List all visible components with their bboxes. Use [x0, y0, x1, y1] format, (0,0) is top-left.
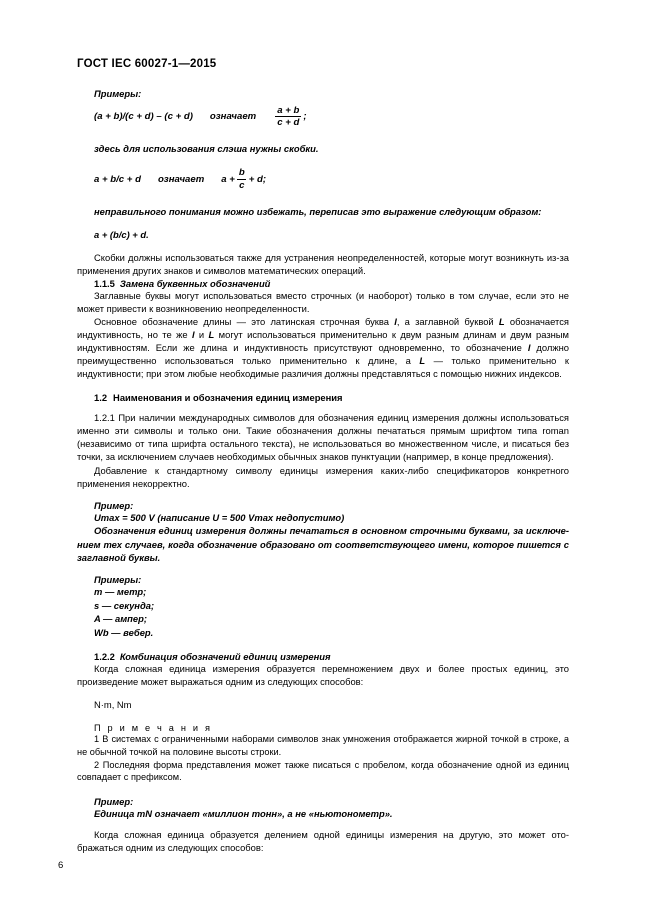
length-text-2: , а заглавной буквой [396, 315, 499, 327]
heading-1-1-5-number: 1.1.5 [94, 277, 115, 289]
fraction-numerator: a + b [277, 105, 300, 116]
example-mn-text: Единица mN означает «миллион тонн», а не «ньютонометр». [94, 807, 393, 819]
paragraph-brackets: Скобки должны использоваться также для устранения неопределенностей, которые могут возникнуть из-за применения других знаков и символов математических операций. [77, 252, 569, 277]
product-forms: N·m, Nm [94, 699, 132, 711]
heading-1-2-2 [77, 651, 569, 662]
formula-2-prefix: a + [221, 173, 235, 185]
fraction-numerator: b [238, 167, 245, 179]
length-text-1: Основное обозначение длины — это латинская строчная буква [94, 315, 395, 327]
fraction-denominator: c + d [277, 117, 300, 129]
page-content [77, 88, 569, 854]
length-text-4: и [194, 328, 209, 340]
unit-example-item: A — ампер; [94, 613, 147, 625]
example-label-umax: Пример: [94, 499, 134, 511]
heading-1-2-2-title: Комбинация обозначений единиц измерения [119, 651, 331, 662]
notes-title: П р и м е ч а н и я [94, 723, 213, 734]
unit-example-item: s — секунда; [94, 599, 155, 611]
unit-examples-label: Примеры: [94, 574, 142, 586]
paragraph-length-designation [77, 315, 569, 380]
paragraph-international-symbols: 1.2.1 При наличии международных символов для обозначения единиц измерения должны использоваться именно эти символы и только они. Такие обозначения должны печататься прямым шрифтом типа roman (независимо от типа шрифта остального текста), не использоваться во множественном числе, и писаться без точки, за исключением случаев необходимых обычных знаков пунктуации (например, в конце предложения). [77, 412, 569, 463]
heading-1-2 [77, 392, 569, 403]
symbol-l-1: l [394, 315, 397, 327]
paragraph-complex-division: Когда сложная единица образуется делением одной единицы измерения на другую, это может отображаться одним из следующих способов: [77, 829, 569, 854]
formula-3: a + (b/c) + d. [94, 228, 149, 240]
fraction-b-over-c [237, 167, 247, 190]
length-text-5: могут использоваться применительно к двум разным длинам и двум разным индуктивностям. Если же длина и индуктивность присутствуют одновременно, то обозначение [77, 328, 569, 353]
symbol-L-2: L [208, 328, 215, 340]
note-item: 2 Последняя форма представления может также писаться с пробелом, когда обозначение одной из единиц совпадает с префиксом. [77, 759, 569, 783]
slash-note: здесь для использования слэша нужны скобки. [94, 143, 319, 155]
heading-1-1-5 [77, 278, 569, 289]
heading-1-2-2-number: 1.2.2 [94, 651, 115, 662]
length-text-7: — только применительно к индуктивности; при этом любые необходимые различия должны представляться с помощью нижних индексов. [77, 355, 569, 380]
fraction-a-plus-b-over-c-plus-d [275, 105, 301, 128]
symbol-L-3: L [419, 355, 426, 366]
example-label-mn: Пример: [94, 795, 134, 807]
heading-1-2-title: Наименования и обозначения единиц измерения [113, 392, 343, 404]
unit-example-item: Wb — вебер. [94, 626, 154, 638]
page-number: 6 [58, 860, 64, 871]
formula-2-verb: означает [157, 173, 205, 185]
paragraph-specifiers: Добавление к стандартному символу единицы измерения каких-либо спецификаторов конкретного применения некорректно. [77, 464, 569, 489]
paragraph-complex-multiplication: Когда сложная единица измерения образуется перемножением двух и более простых единиц, это произведение может выражаться одним из следующих способов: [77, 663, 569, 688]
length-text-6: должно преимущественно использоваться только применительно к длине, а [77, 341, 569, 366]
formula-2-left: a + b/c + d [94, 173, 141, 185]
length-text-3: обозначается индуктивность, но те же [77, 315, 569, 340]
formula-row-2 [77, 167, 569, 190]
paragraph-lowercase-rule: Обозначения единиц измерения должны печататься в основном строчными буквами, за исключением тех случаев, когда обозначение образовано от соответствующего имени, которое пишется с заглавной буквы. [77, 525, 569, 563]
example-umax-line: Umax = 500 V (написание U = 500 Vmax недопустимо) [94, 511, 345, 523]
page-header: ГОСТ IEC 60027-1—2015 [77, 58, 217, 70]
misreading-note: неправильного понимания можно избежать, переписав это выражение следующим образом: [94, 205, 542, 217]
symbol-l-2: l [191, 328, 195, 340]
symbol-l-3: l [527, 341, 531, 353]
formula-1-left: (a + b)/(c + d) – (c + d) [94, 111, 193, 123]
unit-example-item: m — метр; [94, 586, 147, 598]
fraction-denominator: c [239, 179, 245, 191]
paragraph-capitals: Заглавные буквы могут использоваться вместо строчных (и наоборот) только в том случае, если это не может привести к возникновению неопределенности. [77, 289, 569, 314]
heading-1-2-number: 1.2 [94, 392, 108, 404]
heading-1-1-5-title: Замена буквенных обозначений [119, 277, 271, 289]
formula-1-verb: означает [209, 111, 257, 123]
note-item: 1 В системах с ограниченными наборами символов знак умножения отображается жирной точкой в строке, а не обычной точкой на половине высоты строки. [77, 734, 569, 757]
examples-label-1: Примеры: [94, 88, 142, 99]
formula-row-1 [77, 105, 569, 128]
symbol-L-1: L [498, 315, 505, 327]
formula-1-tail: ; [303, 111, 307, 123]
formula-2-suffix: + d; [248, 173, 267, 185]
